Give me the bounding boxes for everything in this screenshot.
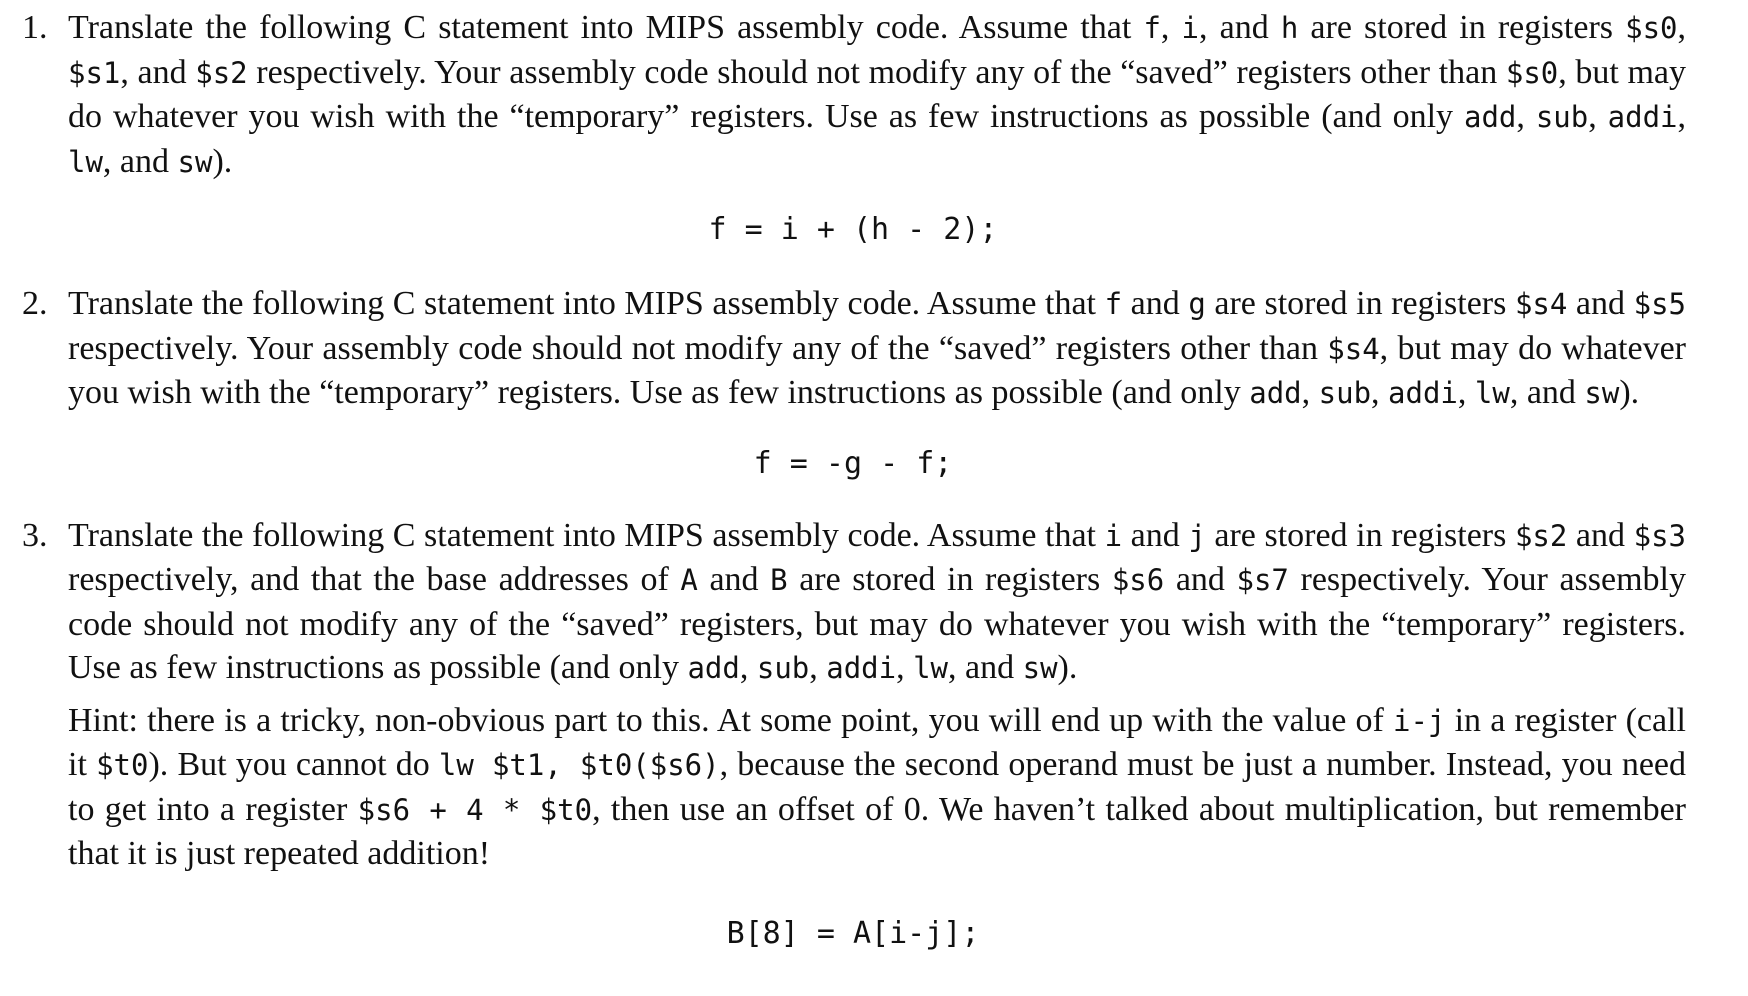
c-statement: B[8] = A[i-j]; (726, 915, 980, 951)
c-statement: f = -g - f; (753, 445, 953, 481)
problem-1 (22, 6, 1687, 250)
c-statement: f = i + (h - 2); (708, 212, 998, 247)
problem-number: 3. (22, 516, 48, 554)
problem-3 (22, 514, 1687, 954)
problem-number: 1. (22, 9, 48, 46)
problem-number: 2. (22, 285, 48, 322)
problem-text: Translate the following C statement into MIPS assembly code. Assume that f, i, and h are stored in registers $s0, $s1, and $s2 respectively. Your assembly code should not modify any of the “saved” registers other than $s0, but may do whatever you wish with the “temporary” registers. Use as few instructions as possible (and only add, sub, addi, lw, and sw). (68, 9, 1687, 180)
problem-2 (22, 282, 1686, 484)
problem-text: Translate the following C statement into MIPS assembly code. Assume that f and g are stored in registers $s4 and $s5 respectively. Your assembly code should not modify any of the “saved” registers other than $s4, but may do whatever you wish with the “temporary” registers. Use as few instructions as possible (and only add, sub, addi, lw, and sw). (68, 285, 1686, 411)
hint-text: Hint: there is a tricky, non-obvious part to this. At some point, you will end up with the value of i-j in a register (call it $t0). But you cannot do lw $t1, $t0($s6), because the second operand must be just a number. Instead, you need to get into a register $s6 + 4 * $t0, then use an offset of 0. We haven’t talked about multiplication, but remember that it is just repeated addition! (68, 701, 1687, 872)
problem-text: Translate the following C statement into MIPS assembly code. Assume that i and j are stored in registers $s2 and $s3 respectively, and that the base addresses of A and B are stored in registers $s6 and $s7 respectively. Your assembly code should not modify any of the “saved” registers, but may do whatever you wish with the “temporary” registers. Use as few instructions as possible (and only add, sub, addi, lw, and sw). (68, 516, 1686, 686)
